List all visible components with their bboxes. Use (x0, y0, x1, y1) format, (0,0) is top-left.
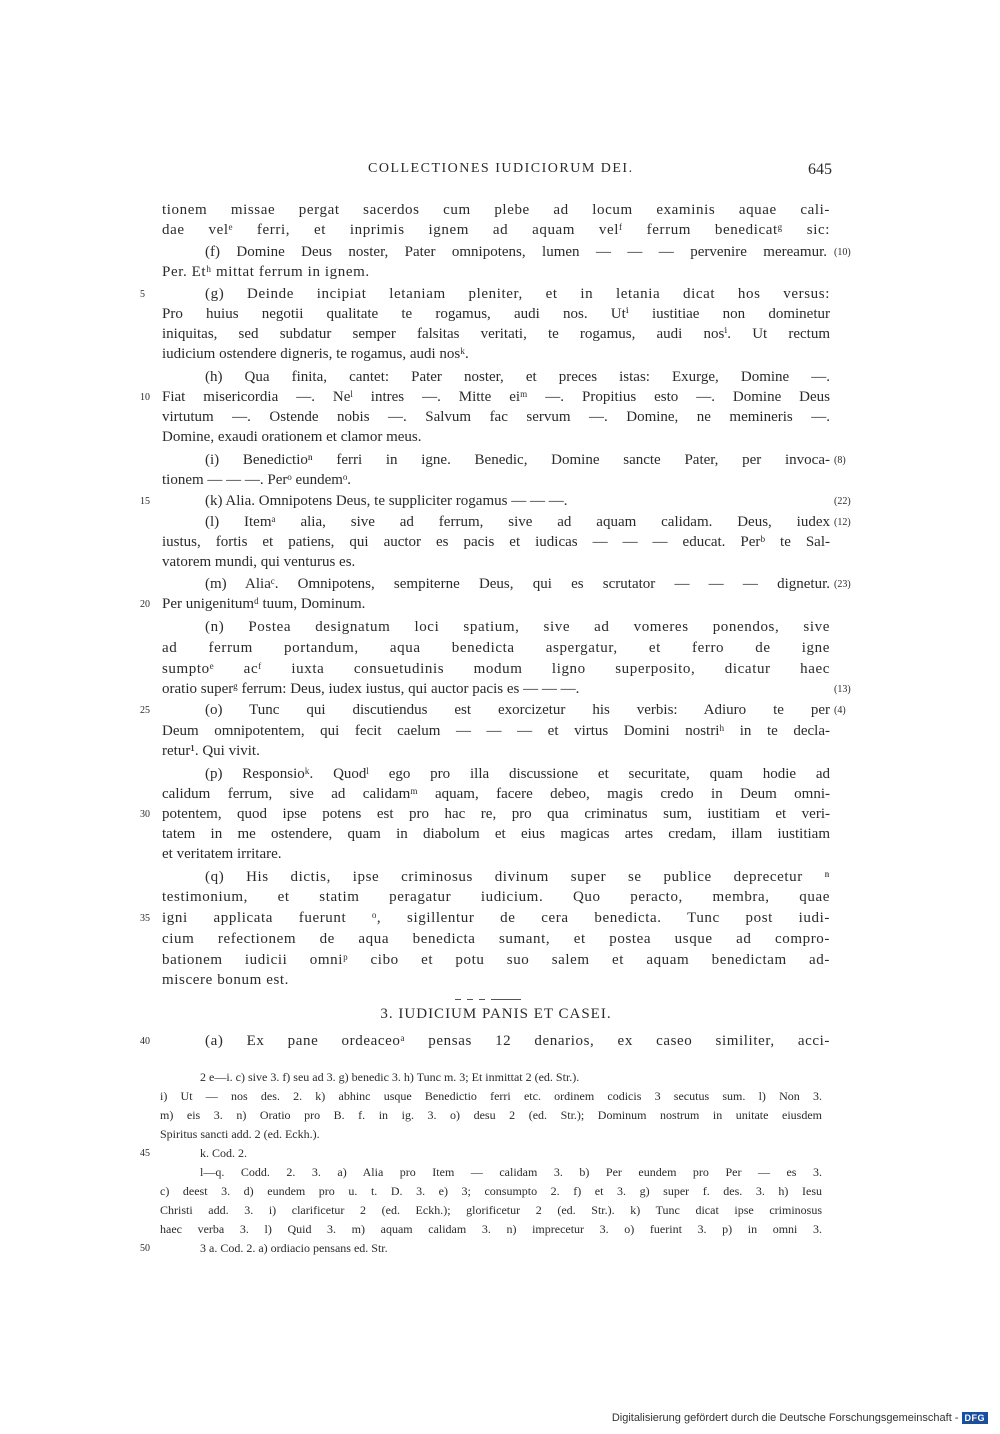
source-number: (23) (834, 579, 851, 590)
body-line: virtutum —. Ostende nobis —. Salvum fac servum —. Domine, ne memineris —. (162, 409, 830, 425)
margin-line-number: 35 (140, 913, 150, 924)
body-line: tionem — — —. Perᵒ eundemᵒ. (162, 472, 352, 488)
margin-line-number: 10 (140, 392, 150, 403)
body-line: tatem in me ostendere, quam in diabolum et eius magicas artes credam, illam iustitiam (162, 826, 830, 842)
footnote-line-number: 50 (140, 1243, 150, 1254)
body-line: iniquitas, sed subdatur semper falsitas veritati, te rogamus, audi nosⁱ. Ut rectum (162, 326, 830, 342)
running-head (160, 161, 832, 185)
margin-line-number: 15 (140, 496, 150, 507)
footnote-line: 3 a. Cod. 2. a) ordiacio pensans ed. Str. (200, 1241, 388, 1255)
body-line: (o) Tunc qui discutiendus est exorcizetur his verbis: Adiuro te per (205, 702, 830, 718)
body-line: retur¹. Qui vivit. (162, 743, 260, 759)
body-line: dae velᵉ ferri, et inprimis ignem ad aquam velᶠ ferrum benedicatᵍ sic: (162, 222, 830, 238)
margin-line-number: 20 (140, 599, 150, 610)
body-line: calidum ferrum, sive ad calidamᵐ aquam, facere debeo, magis credo in Deum omni- (162, 786, 830, 802)
margin-line-number: 40 (140, 1036, 150, 1047)
digitization-credit (612, 1412, 988, 1428)
page-number: 645 (808, 161, 832, 178)
body-line: (m) Aliaᶜ. Omnipotens, sempiterne Deus, qui es scrutator — — — dignetur. (205, 576, 830, 592)
source-number: (8) (834, 455, 846, 466)
source-number: (22) (834, 496, 851, 507)
body-line: potentem, quod ipse potens est pro hac re, pro qua criminatus sum, iustitiam et veri- (162, 806, 830, 822)
footnote-line-number: 45 (140, 1148, 150, 1159)
footnote-line: k. Cod. 2. (200, 1146, 248, 1160)
body-line: Deum omnipotentem, qui fecit caelum — — — et virtus Domini nostriʰ in te decla- (162, 723, 830, 739)
body-line: ad ferrum portandum, aqua benedicta aspergatur, et ferro de igne (162, 640, 830, 656)
margin-line-number: 5 (140, 289, 145, 300)
body-line: (p) Responsioᵏ. Quodˡ ego pro illa discussione et securitate, quam hodie ad (205, 766, 830, 782)
body-line: (f) Domine Deus noster, Pater omnipotens, lumen — — — pervenire mereamur. (205, 244, 827, 260)
body-line: (k) Alia. Omnipotens Deus, te suppliciter rogamus — — —. (205, 493, 568, 509)
source-number: (10) (834, 247, 851, 258)
credit-text: Digitalisierung gefördert durch die Deutsche Forschungsgemeinschaft - (611, 1412, 959, 1425)
source-number: (13) (834, 684, 851, 695)
body-line: cium refectionem de aqua benedicta sumant, et postea usque ad compro- (162, 931, 830, 947)
body-line: vatorem mundi, qui venturus es. (162, 554, 356, 570)
footnote-line: Christi add. 3. i) clarificetur 2 (ed. Eckh.); glorificetur 2 (ed. Str.). k) Tunc dicat ipse criminosus (160, 1203, 822, 1217)
body-line: Domine, exaudi orationem et clamor meus. (162, 429, 422, 445)
running-head-title: COLLECTIONES IUDICIORUM DEI. (368, 161, 634, 176)
body-line: iudicium ostendere digneris, te rogamus, audi nosᵏ. (162, 346, 469, 362)
body-line: oratio superᵍ ferrum: Deus, iudex iustus, qui auctor pacis es — — —. (162, 681, 580, 697)
footnote-line: Spiritus sancti add. 2 (ed. Eckh.). (160, 1127, 320, 1141)
body-line: bationem iudicii omniᵖ cibo et potu suo salem et aquam benedictam ad- (162, 952, 830, 968)
body-line: (n) Postea designatum loci spatium, sive ad vomeres ponendos, sive (205, 619, 830, 635)
section-ornament (455, 990, 531, 993)
source-number: (4) (834, 705, 846, 716)
body-line: iustus, fortis et patiens, qui auctor es pacis et iudicas — — — educat. Perᵇ te Sal- (162, 534, 830, 550)
dfg-logo: DFG (962, 1412, 989, 1424)
footnote-line: 2 e—i. c) sive 3. f) seu ad 3. g) benedic 3. h) Tunc m. 3; Et inmittat 2 (ed. Str.). (200, 1070, 580, 1084)
footnote-line: c) deest 3. d) eundem pro u. t. D. 3. e) 3; consumpto 2. f) et 3. g) super f. des. 3. h) Iesu (160, 1184, 822, 1198)
body-line: Pro huius negotii qualitate te rogamus, audi nos. Utⁱ iustitiae non dominetur (162, 306, 830, 322)
body-line: tionem missae pergat sacerdos cum plebe ad locum examinis aquae cali- (162, 202, 830, 218)
body-line: (l) Itemᵃ alia, sive ad ferrum, sive ad aquam calidam. Deus, iudex (205, 514, 830, 530)
body-line: (i) Benedictioⁿ ferri in igne. Benedic, Domine sancte Pater, per invoca- (205, 452, 830, 468)
body-line: et veritatem irritare. (162, 846, 282, 862)
margin-line-number: 30 (140, 809, 150, 820)
footnote-line: l—q. Codd. 2. 3. a) Alia pro Item — calidam 3. b) Per eundem pro Per — es 3. (200, 1165, 822, 1179)
body-line: igni applicata fuerunt ᵒ, sigillentur de cera benedicta. Tunc post iudi- (162, 910, 830, 926)
margin-line-number: 25 (140, 705, 150, 716)
section-heading: 3. IUDICIUM PANIS ET CASEI. (380, 1006, 612, 1022)
body-line: miscere bonum est. (162, 972, 290, 988)
footnote-line: haec verba 3. l) Quid 3. m) aquam calidam 3. n) imprecetur 3. o) fuerint 3. p) in omni 3. (160, 1222, 822, 1236)
body-line: (q) His dictis, ipse criminosus divinum super se publice deprecetur ⁿ (205, 869, 830, 885)
section-text: (a) Ex pane ordeaceoᵃ pensas 12 denarios, ex caseo similiter, acci- (205, 1033, 830, 1049)
body-line: Per unigenitumᵈ tuum, Dominum. (162, 596, 366, 612)
body-line: Fiat misericordia —. Neˡ intres —. Mitte eiᵐ —. Propitius esto —. Domine Deus (162, 389, 830, 405)
body-line: sumptoᵉ acᶠ iuxta consuetudinis modum ligno superposito, dicatur haec (162, 661, 830, 677)
body-line: (h) Qua finita, cantet: Pater noster, et preces istas: Exurge, Domine —. (205, 369, 830, 385)
body-line: Per. Etʰ mittat ferrum in ignem. (162, 264, 370, 280)
footnote-line: m) eis 3. n) Oratio pro B. f. in ig. 3. o) desu 2 (ed. Str.); Dominum nostrum in unitate eiusdem (160, 1108, 822, 1122)
source-number: (12) (834, 517, 851, 528)
body-line: testimonium, et statim peragatur iudicium. Quo peracto, membra, quae (162, 889, 830, 905)
footnote-line: i) Ut — nos des. 2. k) abhinc usque Benedictio ferri etc. ordinem codicis 3 secutus sum. l) Non 3. (160, 1089, 822, 1103)
body-line: (g) Deinde incipiat letaniam pleniter, et in letania dicat hos versus: (205, 286, 830, 302)
